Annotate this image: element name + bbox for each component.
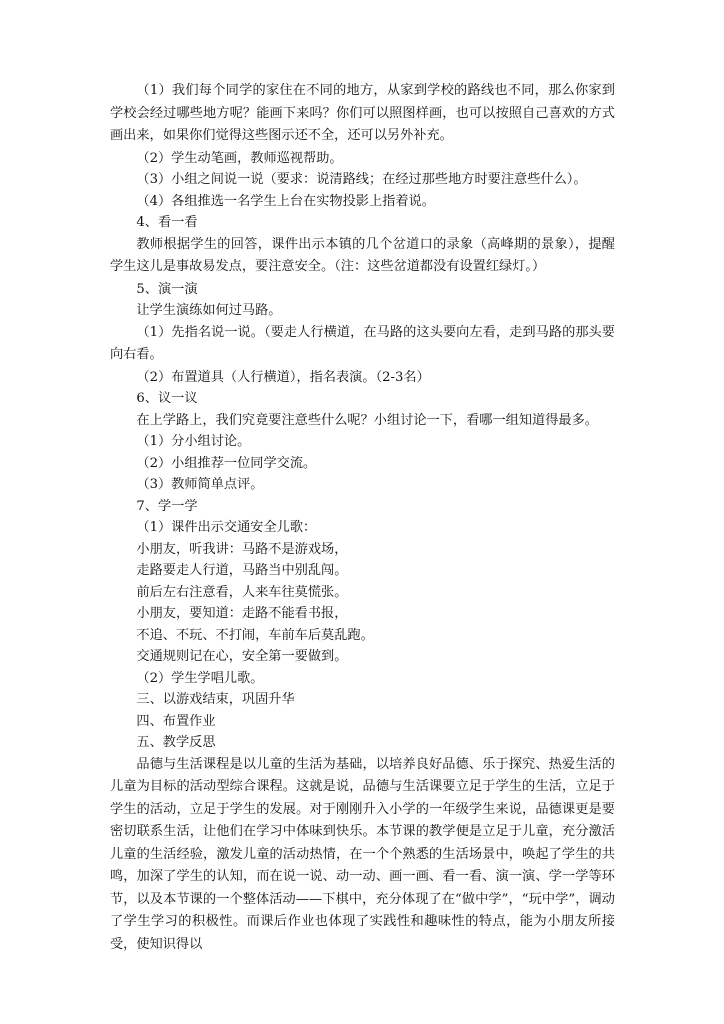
paragraph-6: 教师根据学生的回答，课件出示本镇的几个岔道口的录象（高峰期的景象），提醒学生这儿是事故易发点，要注意安全。（注：这些岔道都没有设置红绿灯。） <box>110 236 615 274</box>
paragraph-14: （2）小组推荐一位同学交流。 <box>136 455 317 471</box>
paragraph-9: （1）先指名说一说。（要走人行横道，在马路的这头要向左看，走到马路的那头要向右看。 <box>110 324 615 362</box>
section-heading-4: 4、看一看 <box>136 215 198 230</box>
section-heading-three: 三、以游戏结束，巩固升华 <box>136 692 295 707</box>
rhyme-line-6: 交通规则记在心，安全第一要做到。 <box>136 649 348 664</box>
paragraph-24: （2）学生学唱儿歌。 <box>136 670 264 686</box>
reflection-paragraph: 品德与生活课程是以儿童的生活为基础，以培养良好品德、乐于探究、热爱生活的儿童为目标的活动型综合课程。这就是说，品德与生活课要立足于学生的生活，立足于学生的活动，立足于学生的发展。对于刚刚升入小学的一年级学生来说，品德课更是要密切联系生活，让他们在学习中体味到快乐。本节课的教学便是立足于儿童，充分激活儿童的生活经验，激发儿童的活动热情，在一个个熟悉的生活场景中，唤起了学生的共鸣，加深了学生的认知，而在说一说、动一动、画一画、看一看、演一演、学一学等环节，以及本节课的一个整体活动——下棋中，充分体现了在“做中学”，“玩中学”，调动了学生学习的积极性。而课后作业也体现了实践性和趣味性的特点，能为小朋友所接受，使知识得以 <box>110 756 615 952</box>
document-page <box>110 80 615 956</box>
paragraph-13: （1）分小组讨论。 <box>136 434 251 449</box>
paragraph-2: （2）学生动笔画，教师巡视帮助。 <box>136 150 343 166</box>
section-heading-five: 五、教学反思 <box>136 735 216 750</box>
paragraph-8: 让学生演练如何过马路。 <box>136 303 282 318</box>
paragraph-15: （3）教师简单点评。 <box>136 477 264 492</box>
rhyme-line-5: 不追、不玩、不打闹，车前车后莫乱跑。 <box>136 627 374 643</box>
paragraph-1: （1）我们每个同学的家住在不同的地方，从家到学校的路线也不同，那么你家到学校会经过哪些地方呢？能画下来吗？你们可以照图样画，也可以按照自己喜欢的方式画出来，如果你们觉得这些图示还不全，还可以另外补充。 <box>110 83 615 143</box>
paragraph-3: （3）小组之间说一说（要求：说清路线；在经过那些地方时要注意些什么）。 <box>136 172 587 187</box>
rhyme-line-3: 前后左右注意看，人来车往莫慌张。 <box>136 584 348 600</box>
rhyme-line-1: 小朋友，听我讲：马路不是游戏场， <box>136 541 348 557</box>
section-heading-7: 7、学一学 <box>136 498 198 514</box>
section-heading-6: 6、议一议 <box>136 391 198 406</box>
paragraph-4: （4）各组推选一名学生上台在实物投影上指着说。 <box>136 193 435 209</box>
paragraph-10: （2）布置道具（人行横道），指名表演。（2-3名） <box>136 369 430 385</box>
paragraph-12: 在上学路上，我们究竟要注意些什么呢？小组讨论一下，看哪一组知道得最多。 <box>136 412 598 428</box>
rhyme-line-4: 小朋友，要知道：走路不能看书报， <box>136 606 348 621</box>
section-heading-5: 5、演一演 <box>136 281 198 297</box>
rhyme-line-2: 走路要走人行道，马路当中别乱闯。 <box>136 563 348 578</box>
paragraph-17: （1）课件出示交通安全儿歌： <box>136 520 317 535</box>
section-heading-four: 四、布置作业 <box>136 713 216 729</box>
